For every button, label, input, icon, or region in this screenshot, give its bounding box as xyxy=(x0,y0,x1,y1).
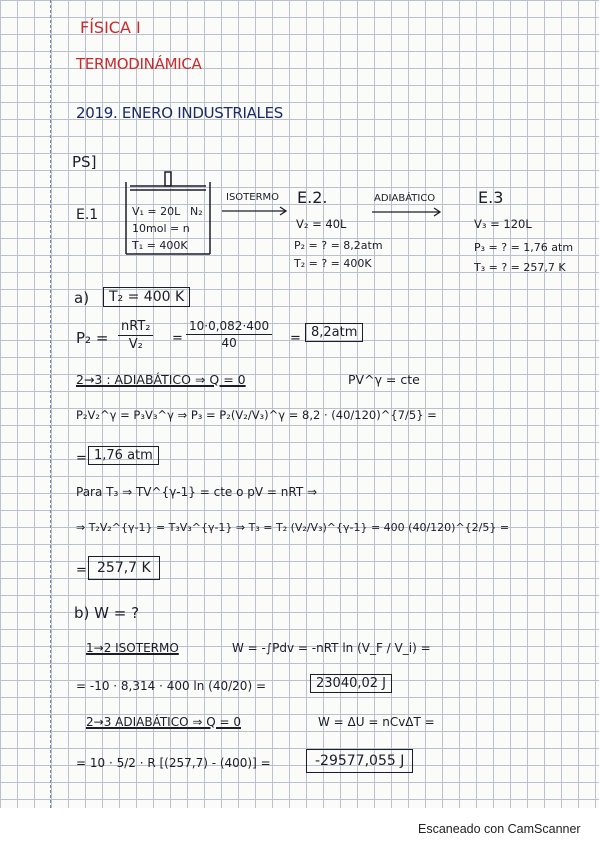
state-2-label: E.2. xyxy=(297,188,328,207)
isothermal-formula: W = -∫Pdv = -nRT ln (V_F / V_i) = xyxy=(232,641,431,655)
part-b-label: b) W = ? xyxy=(74,604,140,622)
state-3-label: E.3 xyxy=(478,188,504,207)
process-12-arrow xyxy=(222,206,292,216)
subject-title: FÍSICA I xyxy=(80,18,141,37)
adiabatic-work-formula: W = ΔU = nCvΔT = xyxy=(318,715,435,729)
state-3-volume: V₃ = 120L xyxy=(474,217,532,231)
adiabatic-work-result: -29577,055 J xyxy=(306,749,413,773)
margin-line xyxy=(50,0,51,808)
isothermal-calc: = -10 · 8,314 · 400 ln (40/20) = xyxy=(76,679,266,693)
p2-equals-1: = xyxy=(172,331,183,346)
state-3-temperature: T₃ = ? = 257,7 K xyxy=(474,261,566,274)
adiabatic-heading: 2→3 : ADIABÁTICO ⇒ Q = 0 xyxy=(76,372,246,387)
state-2-temperature: T₂ = ? = 400K xyxy=(294,257,372,270)
part-a-t2: T₂ = 400 K xyxy=(103,287,190,307)
t3-result: 257,7 K xyxy=(88,556,160,580)
state-1-volume: V₁ = 20L xyxy=(132,205,181,218)
p2-equals-2: = xyxy=(290,331,301,346)
p2-den-numeric: 40 xyxy=(221,336,237,350)
state-3-pressure: P₃ = ? = 1,76 atm xyxy=(474,241,574,254)
adiabatic-work-heading: 2→3 ADIABÁTICO ⇒ Q = 0 xyxy=(86,715,241,729)
p2-den-symbolic: V₂ xyxy=(128,337,143,352)
p2-fraction-symbolic xyxy=(118,320,153,351)
p2-num-symbolic: nRT₂ xyxy=(118,320,153,336)
scanner-watermark: Escaneado con CamScanner xyxy=(418,822,581,836)
exam-title: 2019. ENERO INDUSTRIALES xyxy=(76,104,284,122)
part-a-label: a) xyxy=(74,289,90,307)
p3-result: 1,76 atm xyxy=(88,446,159,465)
isothermal-work-result: 23040,02 J xyxy=(310,674,392,693)
p2-num-numeric: 10·0,082·400 xyxy=(186,320,272,335)
adiabatic-work-calc: = 10 · 5/2 · R [(257,7) - (400)] = xyxy=(76,756,271,770)
topic-title: TERMODINÁMICA xyxy=(76,55,202,73)
t3-equation: ⇒ T₂V₂^{γ-1} = T₃V₃^{γ-1} ⇒ T₃ = T₂ (V₂/V₃)^{γ-1} = 400 (40/120)^{2/5} = xyxy=(76,521,510,534)
t3-equals: = xyxy=(76,563,87,578)
state-2-pressure: P₂ = ? = 8,2atm xyxy=(294,239,383,252)
state-1-label: E.1 xyxy=(76,207,99,223)
state-1-temperature: T₁ = 400K xyxy=(132,239,188,252)
p2-lhs: P₂ = xyxy=(76,329,109,347)
process-12-label: ISOTERMO xyxy=(226,192,280,203)
adiabatic-relation: PV^γ = cte xyxy=(348,372,420,387)
state-1-moles: 10mol = n xyxy=(132,222,190,235)
p3-equals: = xyxy=(76,451,87,466)
t3-intro: Para T₃ ⇒ TV^{γ-1} = cte o pV = nRT ⇒ xyxy=(76,485,318,499)
p2-result: 8,2atm xyxy=(305,323,363,342)
state-1-gas: N₂ xyxy=(190,205,203,218)
process-23-label: ADIABÁTICO xyxy=(374,193,436,204)
p2-fraction-numeric xyxy=(186,320,272,349)
problem-label: PS] xyxy=(72,153,97,171)
process-23-arrow xyxy=(372,207,446,217)
p3-equation: P₂V₂^γ = P₃V₃^γ ⇒ P₃ = P₂(V₂/V₃)^γ = 8,2 · (40/120)^{7/5} = xyxy=(76,408,437,422)
state-2-volume: V₂ = 40L xyxy=(296,217,347,231)
isothermal-heading: 1→2 ISOTERMO xyxy=(86,641,179,655)
